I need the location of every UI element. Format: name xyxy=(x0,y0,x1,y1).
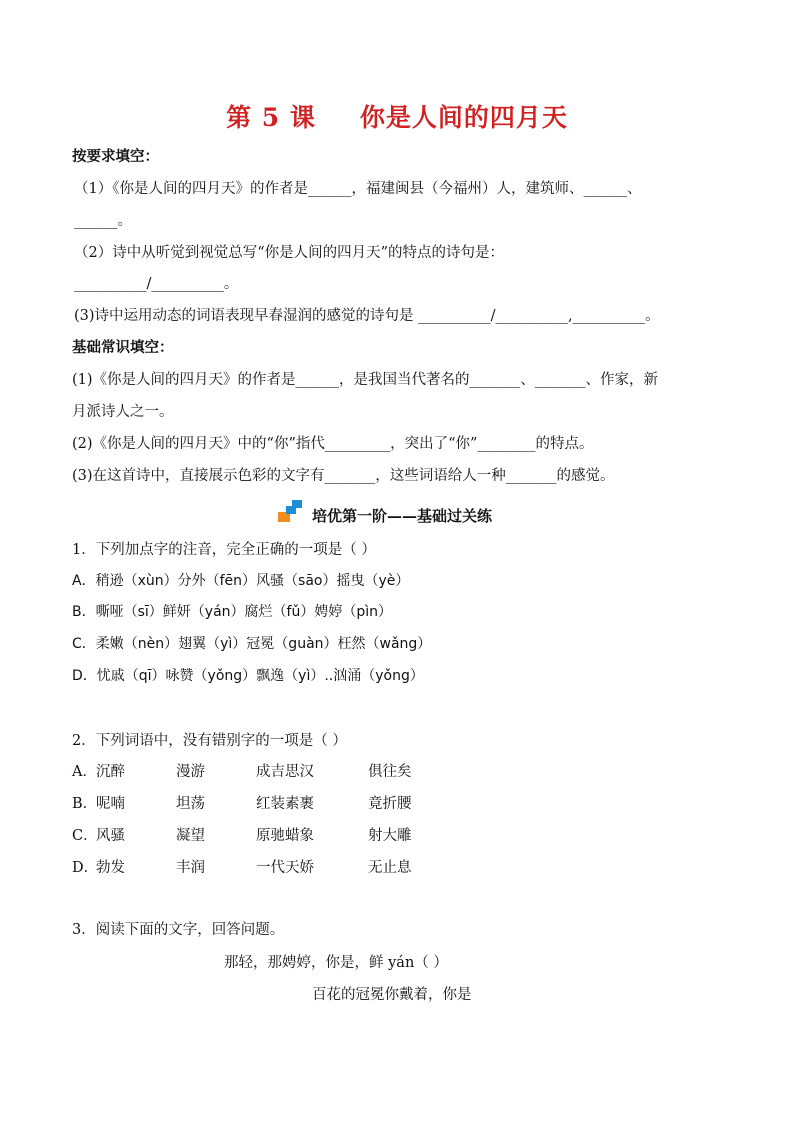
fill-line: ______。 xyxy=(74,213,132,229)
lesson-title: 你是人间的四月天 xyxy=(359,103,568,132)
option-word: 沉醉 xyxy=(96,764,125,780)
poem-line: 那轻，那娉婷，你是，鲜 yán（ ） xyxy=(224,955,448,971)
question-1-option-b: B．嘶哑（sī）鲜妍（yán）腐烂（fǔ）娉婷（pìn） xyxy=(72,604,392,620)
option-word: 勃发 xyxy=(96,860,125,876)
question-3-stem: 3．阅读下面的文字，回答问题。 xyxy=(72,922,285,938)
section-heading-basics: 基础常识填空： xyxy=(72,339,174,356)
fill-line: 月派诗人之一。 xyxy=(72,404,174,420)
fill-line: （2）诗中从听觉到视觉总写“你是人间的四月天”的特点的诗句是： xyxy=(74,245,505,261)
question-1-option-d: D．忧戚（qī）咏赞（yǒng）飘逸（yì）..汹涌（yǒng） xyxy=(72,668,424,684)
option-word: 漫游 xyxy=(176,764,205,780)
option-word: 射大雕 xyxy=(368,828,412,844)
fill-line: (3)在这首诗中，直接展示色彩的文字有_______，这些词语给人一种_______的感觉。 xyxy=(72,468,615,484)
option-word: 原驰蜡象 xyxy=(256,828,314,844)
lesson-number: 第 5 课 xyxy=(226,103,316,132)
page-title xyxy=(0,98,794,134)
fill-line: (2)《你是人间的四月天》中的“你”指代_________，突出了“你”________的特点。 xyxy=(72,436,594,452)
option-word: 坦荡 xyxy=(176,796,205,812)
option-letter: B． xyxy=(72,796,98,812)
option-word: 一代天娇 xyxy=(256,860,314,876)
option-word: 丰润 xyxy=(176,860,205,876)
option-letter: D． xyxy=(72,860,99,876)
option-word: 红装素裹 xyxy=(256,796,314,812)
question-1-stem: 1．下列加点字的注音，完全正确的一项是（ ） xyxy=(72,542,376,558)
option-word: 成吉思汉 xyxy=(256,764,314,780)
fill-line: (1)《你是人间的四月天》的作者是______，是我国当代著名的_______、_______、作家，新 xyxy=(72,372,659,388)
option-word: 俱往矣 xyxy=(368,764,412,780)
option-word: 竟折腰 xyxy=(368,796,412,812)
question-1-option-c: C．柔嫩（nèn）翅翼（yì）冠冕（guàn）枉然（wǎng） xyxy=(72,636,432,652)
option-letter: A． xyxy=(72,764,97,780)
section-heading-requirements: 按要求填空： xyxy=(72,148,159,165)
option-word: 呢喃 xyxy=(96,796,125,812)
option-word: 凝望 xyxy=(176,828,205,844)
banner-label: 培优第一阶——基础过关练 xyxy=(312,507,493,525)
question-1-option-a: A．稍逊（xùn）分外（fēn）风骚（sāo）摇曳（yè） xyxy=(72,573,410,589)
option-word: 风骚 xyxy=(96,828,125,844)
fill-line: __________/__________。 xyxy=(74,276,239,292)
fill-line: （1）《你是人间的四月天》的作者是______，福建闽县（今福州）人，建筑师、______、 xyxy=(74,181,642,197)
question-2-stem: 2．下列词语中，没有错别字的一项是（ ） xyxy=(72,733,347,749)
stairs-icon xyxy=(278,498,306,524)
option-word: 无止息 xyxy=(368,860,412,876)
poem-line: 百花的冠冕你戴着，你是 xyxy=(312,987,472,1003)
fill-line: (3)诗中运用动态的词语表现早春湿润的感觉的诗句是 __________/__________,__________。 xyxy=(74,308,660,324)
option-letter: C． xyxy=(72,828,98,844)
